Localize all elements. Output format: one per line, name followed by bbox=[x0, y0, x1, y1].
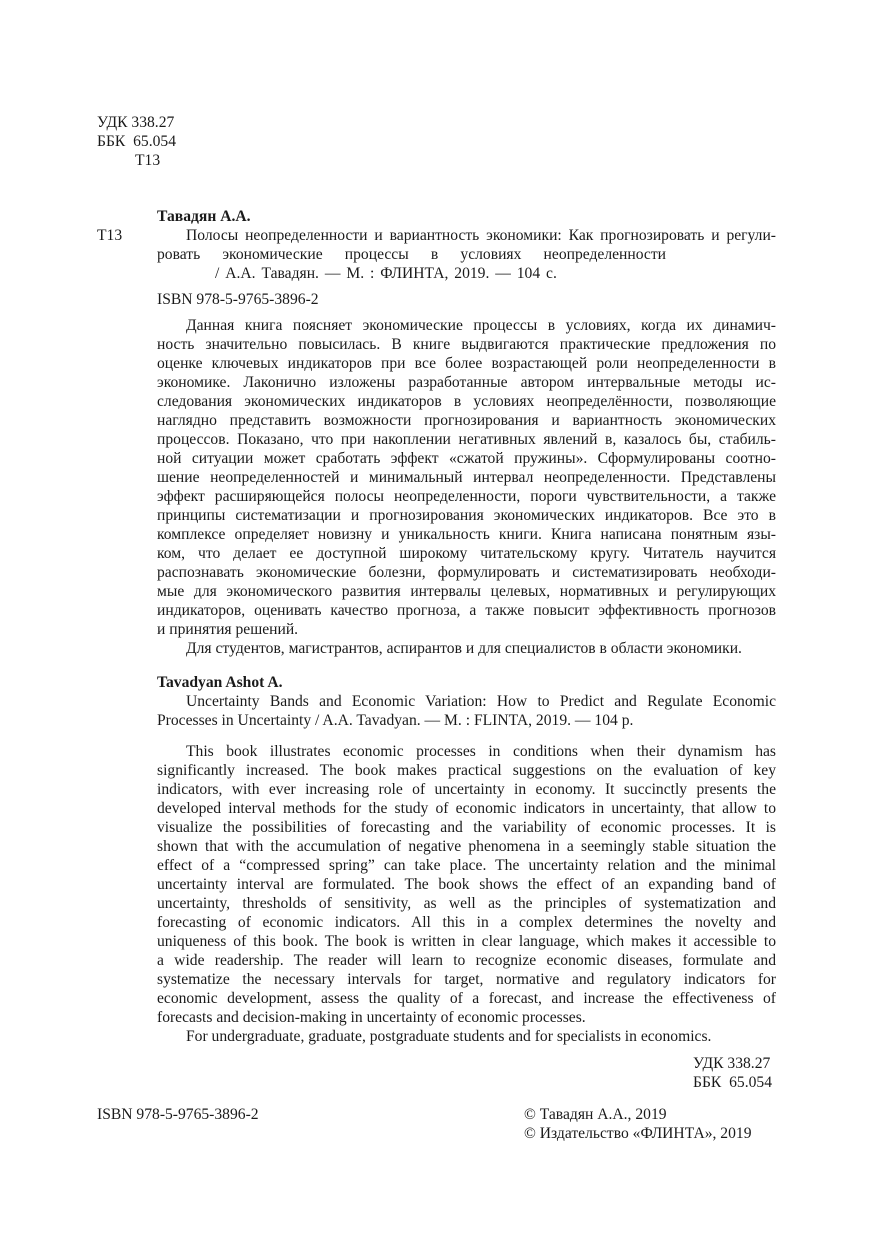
ru-annotation-line: ком, что делает ее доступной широкому читательскому кругу. Читатель научится bbox=[157, 545, 776, 562]
ru-annotation-line: процессов. Показано, что при накоплении негативных явлений в, казалось бы, стабиль- bbox=[157, 431, 776, 448]
ru-annotation-line: оценке ключевых индикаторов при все более возрастающей роли неопределенности в bbox=[157, 355, 776, 372]
en-audience: For undergraduate, graduate, postgraduate students and for specialists in economics. bbox=[186, 1028, 712, 1045]
author-mark: Т13 bbox=[135, 152, 161, 169]
en-annotation-line: significantly increased. The book makes practical suggestions on the evaluation of key bbox=[157, 762, 776, 779]
footer-udk-code: УДК 338.27 bbox=[693, 1055, 771, 1072]
ru-annotation-line: Данная книга поясняет экономические процессы в условиях, когда их динамич- bbox=[186, 317, 776, 334]
ru-annotation-line: экономике. Лаконично изложены разработанные автором интервальные методы ис- bbox=[157, 374, 776, 391]
ru-annotation-line: эффект расширяющейся полосы неопределенности, пороги чувствительности, а также bbox=[157, 488, 776, 505]
ru-annotation-line: ной ситуации может сработать эффект «сжатой пружины». Сформулированы соотно- bbox=[157, 450, 776, 467]
en-annotation-line: uncertainty, thresholds of sensitivity, as well as the principles of systematization and bbox=[157, 895, 776, 912]
en-annotation-line: uncertainty interval are formulated. The book shows the effect of an expanding band of bbox=[157, 876, 776, 893]
ru-annotation-line: комплексе определяет новизну и уникальность книги. Книга написана понятным язы- bbox=[157, 526, 776, 543]
ru-audience: Для студентов, магистрантов, аспирантов и для специалистов в области экономики. bbox=[186, 640, 742, 657]
ru-author-mark: Т13 bbox=[97, 227, 123, 244]
ru-annotation bbox=[157, 316, 776, 658]
en-annotation-line: uniqueness of this book. The book is written in clear language, which makes it accessible to bbox=[157, 933, 776, 950]
en-annotation-line: shown that with the accumulation of negative phenomena in a seemingly stable situation the bbox=[157, 838, 776, 855]
ru-annotation-line: шение неопределенностей и минимальный интервал неопределенности. Представлены bbox=[157, 469, 776, 486]
en-author: Tavadyan Ashot A. bbox=[157, 674, 283, 691]
ru-annotation-line: ность значительно повысилась. В книге выдвигаются практические предложения по bbox=[157, 336, 776, 353]
udk-code: УДК 338.27 bbox=[97, 114, 175, 131]
en-annotation-line: visualize the possibilities of forecasting and the variability of economic processes. It is bbox=[157, 819, 776, 836]
en-annotation-line: indicators, with ever increasing role of uncertainty in economy. It succinctly presents the bbox=[157, 781, 776, 798]
ru-annotation-line: и принятия решений. bbox=[157, 621, 299, 638]
ru-author: Тавадян А.А. bbox=[157, 208, 251, 225]
en-annotation-line: developed interval methods for the study of economic indicators in uncertainty, that allow to bbox=[157, 800, 776, 817]
ru-isbn: ISBN 978-5-9765-3896-2 bbox=[157, 291, 319, 308]
copyright-publisher: © Издательство «ФЛИНТА», 2019 bbox=[524, 1125, 752, 1142]
en-annotation-line: forecasting of economic indicators. All this in a complex determines the novelty and bbox=[157, 914, 776, 931]
en-annotation bbox=[157, 742, 776, 1046]
en-annotation-line: a wide readership. The reader will learn to recognize economic diseases, formulate and bbox=[157, 952, 776, 969]
footer-bbk-code: ББК 65.054 bbox=[693, 1074, 772, 1091]
en-annotation-line: systematize the necessary intervals for target, normative and regulatory indicators for bbox=[157, 971, 776, 988]
en-title-line-2: Processes in Uncertainty / A.A. Tavadyan. — M. : FLINTA, 2019. — 104 p. bbox=[157, 712, 634, 729]
ru-title-line-2: ровать экономические процессы в условиях неопределенности bbox=[157, 246, 666, 263]
footer-isbn: ISBN 978-5-9765-3896-2 bbox=[97, 1106, 259, 1123]
en-annotation-line: This book illustrates economic processes in conditions when their dynamism has bbox=[186, 743, 776, 760]
bbk-code: ББК 65.054 bbox=[97, 133, 176, 150]
en-annotation-line: effect of a “compressed spring” can take place. The uncertainty relation and the minimal bbox=[157, 857, 776, 874]
en-annotation-line: economic development, assess the quality of a forecast, and increase the effectiveness of bbox=[157, 990, 776, 1007]
ru-annotation-line: принципы систематизации и прогнозирования экономических индикаторов. Все это в bbox=[157, 507, 776, 524]
ru-annotation-line: наглядно представить возможности прогнозирования и вариантность экономических bbox=[157, 412, 776, 429]
ru-annotation-line: распознавать экономические болезни, формулировать и систематизировать необходи- bbox=[157, 564, 776, 581]
en-annotation-line: forecasts and decision-making in uncertainty of economic processes. bbox=[157, 1009, 586, 1026]
en-title-line-1: Uncertainty Bands and Economic Variation: How to Predict and Regulate Economic bbox=[186, 693, 776, 710]
ru-title-line-1: Полосы неопределенности и вариантность экономики: Как прогнозировать и регули- bbox=[186, 227, 776, 244]
ru-imprint: / А.А. Тавадян. — М. : ФЛИНТА, 2019. — 104 с. bbox=[215, 265, 557, 282]
ru-annotation-line: следования экономических индикаторов в условиях неопределённости, позволяющие bbox=[157, 393, 776, 410]
ru-annotation-line: индикаторов, оценивать качество прогноза, а также повысит эффективность прогнозов bbox=[157, 602, 776, 619]
copyright-author: © Тавадян А.А., 2019 bbox=[524, 1106, 667, 1123]
ru-annotation-line: мые для экономического развития интервалы целевых, нормативных и регулирующих bbox=[157, 583, 776, 600]
